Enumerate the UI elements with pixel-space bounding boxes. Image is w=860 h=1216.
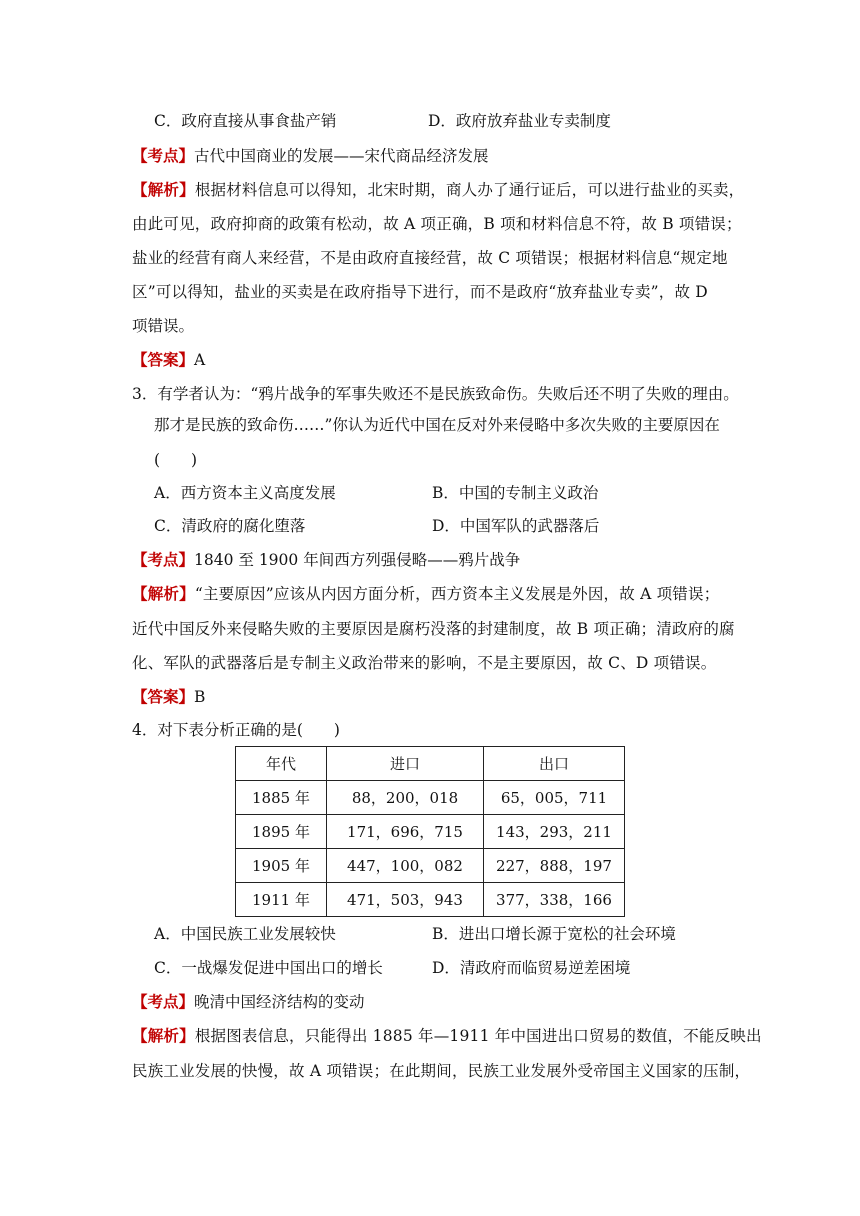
q3-option-c: C．清政府的腐化堕落	[154, 517, 306, 535]
table-header-cell: 进口	[327, 747, 484, 781]
q3-stem-line-3: ( )	[154, 451, 198, 469]
table-cell: 88，200，018	[327, 781, 484, 815]
q3-options-row-cd	[0, 515, 860, 537]
table-cell: 471，503，943	[327, 883, 484, 917]
kaodian-text: 古代中国商业的发展——宋代商品经济发展	[194, 147, 489, 165]
q3-stem-line-1	[132, 383, 739, 405]
table-cell: 1895 年	[236, 815, 327, 849]
table-cell: 1885 年	[236, 781, 327, 815]
jiexi-text: “主要原因”应该从内因方面分析，西方资本主义发展是外因，故 A 项错误；	[194, 585, 720, 603]
q4-options-row-cd	[0, 957, 860, 979]
kaodian-text: 晚清中国经济结构的变动	[194, 993, 365, 1011]
q2-option-c: C．政府直接从事食盐产销	[154, 112, 337, 130]
q2-jiexi-line-2: 由此可见，政府抑商的政策有松动，故 A 项正确，B 项和材料信息不符，故 B 项错误；	[132, 215, 742, 233]
q3-option-b: B．中国的专制主义政治	[432, 484, 599, 502]
q4-option-b: B．进出口增长源于宽松的社会环境	[432, 925, 676, 943]
q3-option-d: D．中国军队的武器落后	[432, 517, 600, 535]
table-cell: 447，100，082	[327, 849, 484, 883]
q2-kaodian	[132, 145, 489, 167]
table-cell: 377，338，166	[484, 883, 625, 917]
q4-option-a: A．中国民族工业发展较快	[154, 925, 336, 943]
q2-option-d: D．政府放弃盐业专卖制度	[428, 112, 611, 130]
daan-value: B	[194, 688, 206, 706]
q2-answer	[132, 349, 205, 371]
table-header-row	[236, 747, 625, 781]
q4-number: 4．	[132, 721, 158, 739]
q3-answer	[132, 686, 205, 708]
daan-tag: 【答案】	[132, 350, 195, 369]
q3-jiexi-line-3: 化、军队的武器落后是专制主义政治带来的影响，不是主要原因，故 C、D 项错误。	[132, 654, 717, 672]
q4-option-d: D．清政府而临贸易逆差困境	[432, 959, 631, 977]
table-row	[236, 815, 625, 849]
table-header-cell: 出口	[484, 747, 625, 781]
q3-jiexi-line-2: 近代中国反外来侵略失败的主要原因是腐朽没落的封建制度，故 B 项正确；清政府的腐	[132, 620, 735, 638]
jiexi-text: 根据图表信息，只能得出 1885 年—1911 年中国进出口贸易的数值，不能反映出	[194, 1027, 762, 1045]
q4-jiexi-line-1	[132, 1025, 762, 1047]
q3-options-row-ab	[0, 482, 860, 504]
q3-number: 3．	[132, 385, 158, 403]
table-row	[236, 849, 625, 883]
q3-option-a: A．西方资本主义高度发展	[154, 484, 336, 502]
table-cell: 1911 年	[236, 883, 327, 917]
table-cell: 227，888，197	[484, 849, 625, 883]
jiexi-tag: 【解析】	[132, 584, 195, 603]
q2-jiexi-line-3: 盐业的经营有商人来经营，不是由政府直接经营，故 C 项错误；根据材料信息“规定地	[132, 249, 728, 267]
table-cell: 143，293，211	[484, 815, 625, 849]
table-row	[236, 781, 625, 815]
daan-tag: 【答案】	[132, 687, 195, 706]
table-cell: 65，005，711	[484, 781, 625, 815]
table-cell: 171，696，715	[327, 815, 484, 849]
q2-jiexi-line-4: 区”可以得知，盐业的买卖是在政府指导下进行，而不是政府“放弃盐业专卖”，故 D	[132, 283, 708, 301]
q4-options-row-ab	[0, 923, 860, 945]
kaodian-text: 1840 至 1900 年间西方列强侵略——鸦片战争	[194, 551, 521, 569]
q4-kaodian	[132, 991, 365, 1013]
q4-stem-text: 对下表分析正确的是( )	[157, 721, 340, 739]
kaodian-tag: 【考点】	[132, 146, 195, 165]
daan-value: A	[194, 351, 206, 369]
q3-jiexi-line-1	[132, 583, 719, 605]
table-cell: 1905 年	[236, 849, 327, 883]
q4-stem	[132, 719, 340, 741]
jiexi-tag: 【解析】	[132, 1026, 195, 1045]
q4-jiexi-line-2: 民族工业发展的快慢，故 A 项错误；在此期间，民族工业发展外受帝国主义国家的压制，	[132, 1062, 751, 1080]
jiexi-text: 根据材料信息可以得知，北宋时期，商人办了通行证后，可以进行盐业的买卖，	[194, 181, 745, 199]
kaodian-tag: 【考点】	[132, 992, 195, 1011]
q3-stem-line-2: 那才是民族的致命伤……”你认为近代中国在反对外来侵略中多次失败的主要原因在	[154, 416, 720, 434]
q3-kaodian	[132, 549, 520, 571]
jiexi-tag: 【解析】	[132, 180, 195, 199]
table-header-cell: 年代	[236, 747, 327, 781]
q2-jiexi-line-1	[132, 179, 744, 201]
trade-table	[235, 746, 625, 917]
q3-stem-text: 有学者认为：“鸦片战争的军事失败还不是民族致命伤。失败后还不明了失败的理由。	[157, 385, 739, 403]
q2-jiexi-line-5: 项错误。	[132, 317, 195, 335]
kaodian-tag: 【考点】	[132, 550, 195, 569]
q4-option-c: C．一战爆发促进中国出口的增长	[154, 959, 383, 977]
table-row	[236, 883, 625, 917]
